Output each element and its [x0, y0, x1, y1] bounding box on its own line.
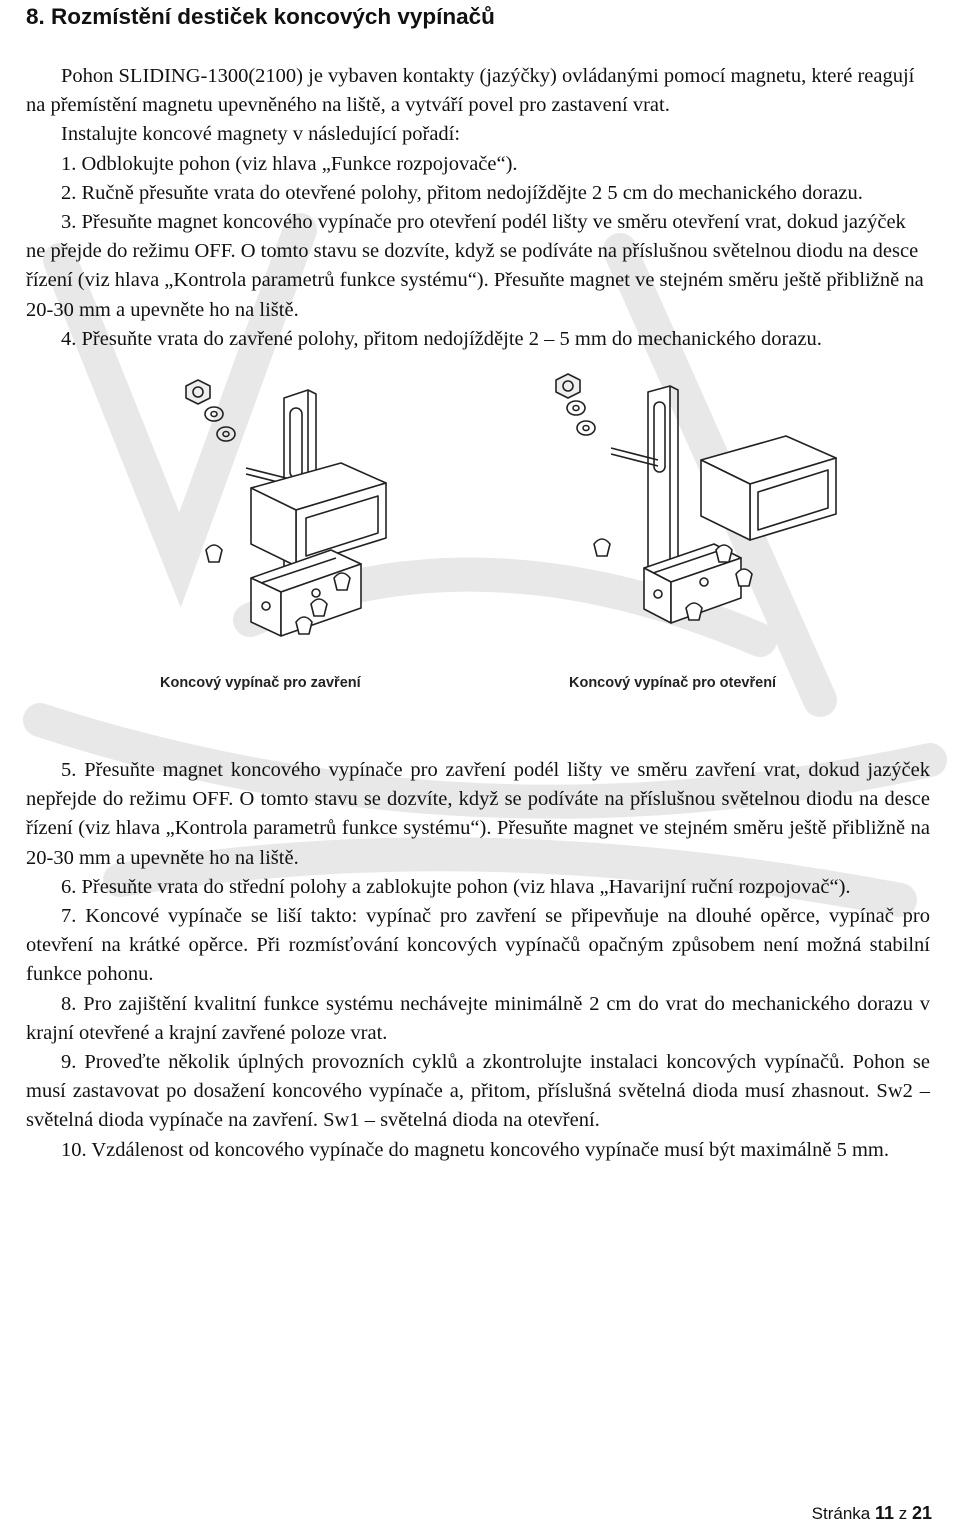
- step-3: 3. Přesuňte magnet koncového vypínače pro otevření podél lišty ve směru otevření vrat, dokud jazýček ne přejde do režimu OFF. O tomto stavu se dozvíte, když se podíváte na příslušnou světelnou diodu na desce řízení (viz hlava „Kontrola parametrů funkce systému“). Přesuňte magnet ve stejném směru ještě přibližně na 20-30 mm a upevněte ho na liště.: [26, 211, 924, 321]
- instructions-bottom: [26, 756, 930, 1165]
- step-1: 1. Odblokujte pohon (viz hlava „Funkce rozpojovače“).: [61, 152, 518, 175]
- figure-open-switch: [536, 368, 876, 668]
- step-9: 9. Proveďte několik úplných provozních cyklů a zkontrolujte instalaci koncových vypínačů. Pohon se musí zastavovat po dosažení koncového vypínače a, přitom, příslušná světelná dioda musí zhasnout. Sw2 – světelná dioda vypínače na zavření. Sw1 – světelná dioda na otevření.: [26, 1051, 930, 1132]
- step-4: 4. Přesuňte vrata do zavřené polohy, přitom nedojíždějte 2 – 5 mm do mechanického dorazu.: [61, 327, 822, 350]
- step-2: 2. Ručně přesuňte vrata do otevřené polohy, přitom nedojíždějte 2 5 cm do mechanického dorazu.: [61, 181, 863, 204]
- limit-switch-open-drawing: [536, 368, 876, 668]
- step-5: 5. Přesuňte magnet koncového vypínače pro zavření podél lišty ve směru zavření vrat, dokud jazýček nepřejde do režimu OFF. O tomto stavu se dozvíte, když se podíváte na příslušnou světelnou diodu na desce řízení (viz hlava „Kontrola parametrů funkce systému“). Přesuňte magnet ve stejném směru ještě přibližně na 20-30 mm a upevněte ho na liště.: [26, 759, 930, 869]
- limit-switch-close-drawing: [146, 368, 486, 668]
- page-footer: [812, 1503, 932, 1524]
- step-7: 7. Koncové vypínače se liší takto: vypínač pro zavření se připevňuje na dlouhé opěrce, vypínač pro otevření na krátké opěrce. Při rozmísťování koncových vypínačů opačným způsobem není možná stabilní funkce pohonu.: [26, 905, 930, 986]
- intro-paragraph: Pohon SLIDING-1300(2100) je vybaven kontakty (jazýčky) ovládanými pomocí magnetu, které reagují na přemístění magnetu upevněného na liště, a vytváří povel pro zastavení vrat.: [26, 65, 915, 117]
- footer-page-total: 21: [911, 1503, 932, 1523]
- install-intro: Instalujte koncové magnety v následující pořadí:: [61, 123, 461, 146]
- caption-close: Koncový vypínač pro zavření: [160, 675, 361, 692]
- footer-separator: z: [898, 1504, 908, 1523]
- figures-row: [26, 368, 930, 756]
- step-8: 8. Pro zajištění kvalitní funkce systému nechávejte minimálně 2 cm do vrat do mechanického dorazu v krajní otevřené a krajní zavřené poloze vrat.: [26, 992, 930, 1044]
- footer-label: Stránka: [811, 1504, 871, 1523]
- step-10: 10. Vzdálenost od koncového vypínače do magnetu koncového vypínače musí být maximálně 5 mm.: [61, 1138, 889, 1161]
- footer-page-number: 11: [874, 1503, 894, 1523]
- caption-open: Koncový vypínač pro otevření: [569, 675, 777, 692]
- step-6: 6. Přesuňte vrata do střední polohy a zablokujte pohon (viz hlava „Havarijní ruční rozpojovač“).: [61, 875, 851, 898]
- figure-close-switch: [146, 368, 486, 668]
- instructions-top: [26, 62, 930, 354]
- section-heading: 8. Rozmístění destiček koncových vypínačů: [26, 4, 495, 29]
